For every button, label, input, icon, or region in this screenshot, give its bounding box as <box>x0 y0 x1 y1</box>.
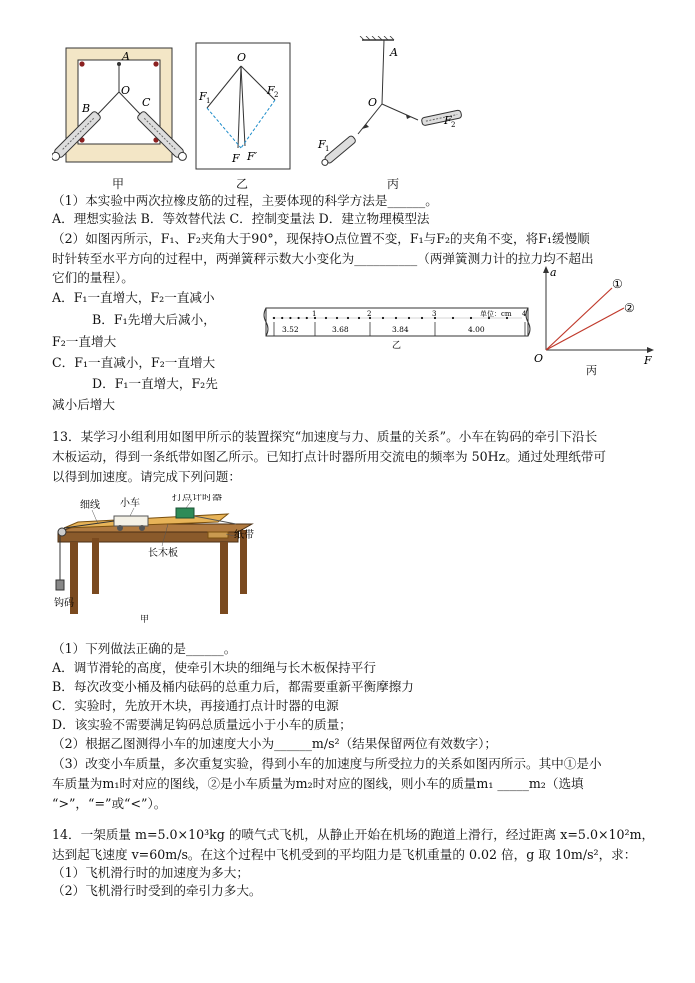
label-f2: F <box>267 84 275 97</box>
tape-segment-3: 3.84 <box>392 325 409 334</box>
q13-part3-line3: “>”，“=”或“<”）。 <box>52 796 167 811</box>
graph-y-label: a <box>550 266 557 279</box>
q12-option-b: B．F₁先增大后减小， <box>92 312 216 327</box>
figure-paper-tape <box>260 304 536 354</box>
tape-dot <box>408 317 410 319</box>
label-timer: 打点计时器 <box>172 494 222 503</box>
tape-dot <box>347 317 349 319</box>
label-b: B <box>82 102 91 115</box>
q12-option-b-cont: F₂一直增大 <box>52 334 117 349</box>
tape-dot <box>470 317 472 319</box>
q12-part2-line2: 时针转至水平方向的过程中，两弹簧秤示数大小变化为__________（两弹簧测力计的拉力均不超出 <box>52 251 594 266</box>
tape-dot <box>336 317 338 319</box>
tape-dot <box>382 317 384 319</box>
label-fprime: F′ <box>247 150 258 163</box>
tape-segment-2: 3.68 <box>332 325 349 334</box>
q12-part1-options: A．理想实验法 B．等效替代法 C．控制变量法 D．建立物理模型法 <box>52 211 430 226</box>
label-a: A <box>122 50 130 63</box>
tape-dot <box>306 317 308 319</box>
q13-intro-line2: 木板运动，得到一条纸带如图乙所示。已知打点计时器所用交流电的频率为 50Hz。通过处理纸带可 <box>52 449 606 464</box>
label-tape: 纸带 <box>234 530 254 541</box>
q14-question2: （2）飞机滑行时受到的牵引力多大。 <box>52 883 262 898</box>
label-f2-sub: 2 <box>451 121 456 129</box>
figure-apparatus <box>52 494 292 624</box>
q12-part2-line3: 它们的量程）。 <box>52 270 134 285</box>
q13-option-a: A．调节滑轮的高度，使牵引木块的细绳与长木板保持平行 <box>52 660 376 675</box>
tape-dot <box>421 317 423 319</box>
tape-dot <box>358 317 360 319</box>
tape-caption: 乙 <box>392 341 402 351</box>
label-board: 长木板 <box>148 548 178 559</box>
label-f2: F <box>444 114 452 127</box>
q12-option-c: C．F₁一直减小，F₂一直增大 <box>52 355 216 370</box>
tape-dot <box>289 317 291 319</box>
label-o: O <box>368 96 378 109</box>
tape-dot <box>395 317 397 319</box>
tape-segment-1: 3.52 <box>282 325 299 334</box>
q13-option-c: C．实验时，先放开木块，再接通打点计时器的电源 <box>52 698 339 713</box>
tape-point-1: 1 <box>312 310 317 318</box>
q12-part2-line1: （2）如图丙所示，F₁、F₂夹角大于90°，现保持O点位置不变，F₁与F₂的夹角不变，将F₁缓慢顺 <box>52 231 590 246</box>
label-c: C <box>142 96 151 109</box>
figure-a-f-graph <box>532 266 662 378</box>
label-f1-sub: 1 <box>206 97 211 105</box>
figure-bing-force-diagram <box>310 36 470 176</box>
tape-point-2: 2 <box>367 310 372 318</box>
label-o: O <box>121 84 131 97</box>
label-f1: F <box>199 90 207 103</box>
tape-point-4: 4 <box>522 310 527 318</box>
q13-intro-line3: 以得到加速度。请完成下列问题： <box>52 469 241 484</box>
tape-point-3: 3 <box>432 310 437 318</box>
graph-origin: O <box>534 352 544 365</box>
label-o: O <box>237 51 247 64</box>
q13-part1: （1）下列做法正确的是______。 <box>52 641 237 656</box>
graph-line-1-label: ① <box>612 277 623 291</box>
label-weight: 钩码 <box>54 598 74 609</box>
graph-caption: 丙 <box>586 364 597 377</box>
figure-bing-caption: 丙 <box>386 177 399 191</box>
q12-part1: （1）本实验中两次拉橡皮筋的过程，主要体现的科学方法是______。 <box>52 193 438 208</box>
q14-line1: 14．一架质量 m=5.0×10³kg 的喷气式飞机，从静止开始在机场的跑道上滑行，经过距离 x=5.0×10²m， <box>52 827 655 842</box>
tape-dot <box>325 317 327 319</box>
label-f2-sub: 2 <box>274 91 279 99</box>
graph-x-label: F <box>644 354 652 367</box>
q13-part3-line1: （3）改变小车质量，多次重复实验，得到小车的加速度与所受拉力的关系如图丙所示。其中①是小 <box>52 756 602 771</box>
q12-option-d-cont: 减小后增大 <box>52 397 115 412</box>
tape-dot <box>452 317 454 319</box>
q14-question1: （1）飞机滑行时的加速度为多大； <box>52 865 249 880</box>
tape-segment-4: 4.00 <box>468 325 485 334</box>
figure-yi-caption: 乙 <box>235 177 248 191</box>
label-car: 小车 <box>120 498 140 509</box>
q13-part2: （2）根据乙图测得小车的加速度大小为______m/s²（结果保留两位有效数字）； <box>52 736 498 751</box>
tape-unit: 单位：cm <box>480 310 512 318</box>
q13-intro-line1: 13．某学习小组利用如图甲所示的装置探究“加速度与力、质量的关系”。小车在钩码的牵引下沿长 <box>52 429 598 444</box>
apparatus-caption: 甲 <box>140 615 150 624</box>
figure-jia-board <box>52 42 187 177</box>
q12-option-d: D．F₁一直增大，F₂先 <box>92 376 218 391</box>
q13-option-b: B．每次改变小桶及桶内砝码的总重力后，都需要重新平衡摩擦力 <box>52 679 414 694</box>
graph-line-2-label: ② <box>624 301 635 315</box>
figure-yi-force-diagram <box>195 42 291 172</box>
label-string: 细线 <box>80 500 100 511</box>
tape-dot <box>281 317 283 319</box>
label-f1: F <box>318 138 326 151</box>
q14-line2: 达到起飞速度 v=60m/s。在这个过程中飞机受到的平均阻力是飞机重量的 0.02 倍，g 取 10m/s²，求： <box>52 847 637 862</box>
figure-jia-caption: 甲 <box>111 177 124 191</box>
label-f: F <box>232 152 240 165</box>
label-f1-sub: 1 <box>325 145 330 153</box>
q12-option-a: A．F₁一直增大，F₂一直减小 <box>52 290 215 305</box>
q13-option-d: D．该实验不需要满足钩码总质量远小于小车的质量； <box>52 717 352 732</box>
q13-part3-line2: 车质量为m₁时对应的图线，②是小车质量为m₂时对应的图线，则小车的质量m₁ _____m₂（选填 <box>52 776 584 791</box>
tape-dot <box>298 317 300 319</box>
label-a: A <box>390 46 398 59</box>
tape-dot <box>273 317 275 319</box>
